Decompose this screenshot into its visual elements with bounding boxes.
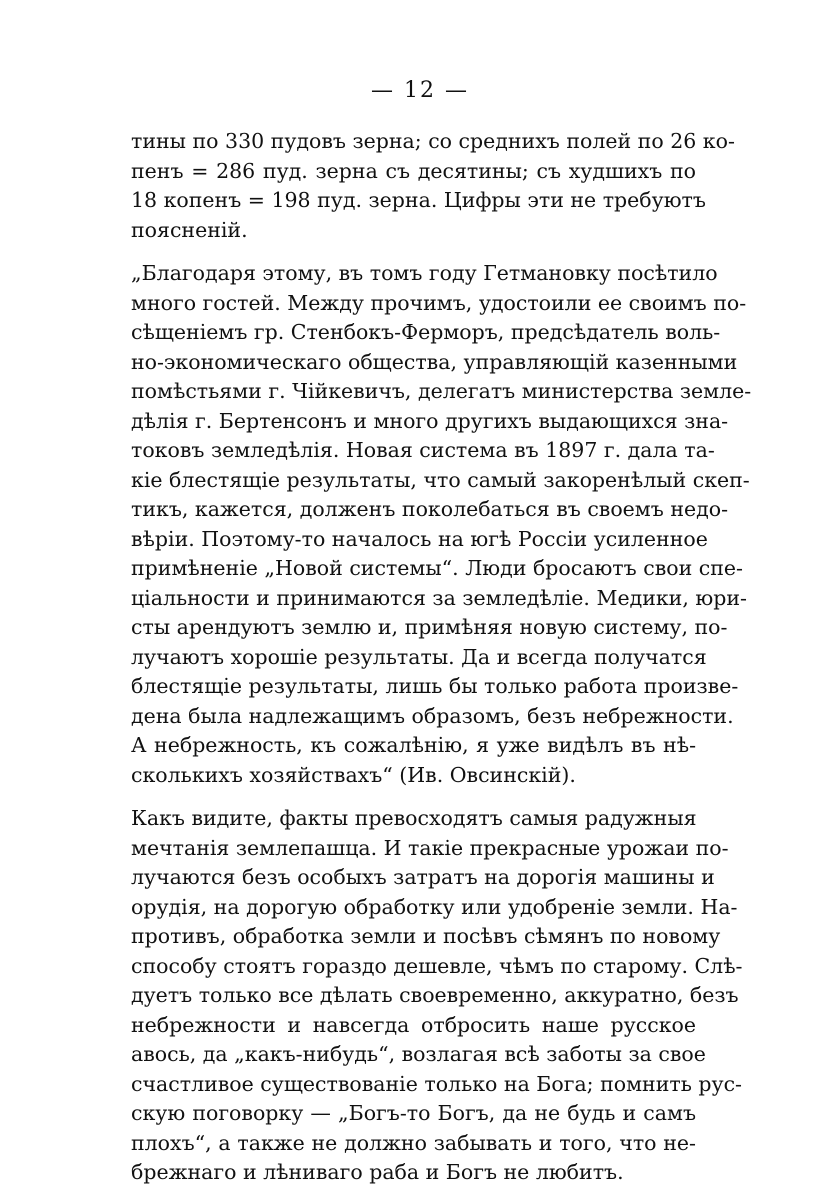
text-line: орудія, на дорогую обработку или удобреніе земли. На- (131, 894, 738, 919)
text-line: пенъ = 286 пуд. зерна съ десятины; съ худшихъ по (131, 158, 696, 183)
text-line: плохъ“, а также не должно забывать и того, что не- (131, 1130, 696, 1155)
text-line: авось, да „какъ-нибудь“, возлагая всѣ заботы за свое (131, 1042, 706, 1066)
text-line: дѣлія г. Бертенсонъ и много другихъ выдающихся зна- (131, 408, 729, 433)
text-line: много гостей. Между прочимъ, удостоили ее своимъ по- (131, 290, 747, 315)
text-line: примѣненіе „Новой системы“. Люди бросаютъ свои спе- (131, 556, 743, 580)
text-line: тикъ, кажется, долженъ поколебаться въ своемъ недо- (131, 497, 729, 521)
text-line: ціальности и принимаются за земледѣліе. Медики, юри- (131, 585, 747, 610)
text-line: „Благодаря этому, въ томъ году Гетмановку посѣтило (131, 261, 718, 285)
text-line: сѣщеніемъ гр. Стенбокъ-Ферморъ, предсѣдатель воль- (131, 320, 721, 344)
text-line: А небрежность, къ сожалѣнію, я уже видѣлъ въ нѣ- (131, 733, 696, 757)
text-line: сты арендуютъ землю и, примѣняя новую систему, по- (131, 615, 728, 639)
paragraph (131, 127, 735, 245)
text-line: поясненій. (131, 217, 248, 242)
text-line: скую поговорку — „Богъ-то Богъ, да не будь и самъ (131, 1101, 696, 1125)
text-line: дуетъ только все дѣлать своевременно, аккуратно, безъ (131, 983, 739, 1007)
text-line: но-экономическаго общества, управляющій казенными (131, 349, 738, 374)
text-line: мечтанія землепашца. И такіе прекрасные урожаи по- (131, 835, 729, 860)
text-line: лучаются безъ особыхъ затратъ на дорогія машины и (131, 865, 715, 889)
text-line: способу стоятъ гораздо дешевле, чѣмъ по старому. Слѣ- (131, 953, 743, 978)
body-text (131, 127, 752, 1202)
paragraph (131, 259, 752, 790)
text-line: 18 копенъ = 198 пуд. зерна. Цифры эти не требуютъ (131, 188, 706, 212)
text-line: брежнаго и лѣниваго раба и Богъ не любитъ. (131, 1160, 624, 1184)
text-line: вѣріи. Поэтому-то началось на югѣ Россіи усиленное (131, 526, 708, 551)
text-line: кіе блестящіе результаты, что самый закоренѣлый скеп- (131, 467, 750, 492)
paragraph (131, 804, 743, 1188)
text-line: счастливое существованіе только на Бога; помнить рус- (131, 1071, 742, 1096)
text-line: токовъ земледѣлія. Новая система въ 1897 г. дала та- (131, 438, 715, 462)
text-line: блестящіе результаты, лишь бы только работа произве- (131, 674, 739, 698)
text-line: помѣстьями г. Чійкевичъ, делегатъ министерства земле- (131, 379, 752, 403)
text-line: противъ, обработка земли и посѣвъ сѣмянъ по новому (131, 924, 721, 948)
text-line: лучаютъ хорошіе результаты. Да и всегда получатся (131, 644, 707, 669)
text-line: сколькихъ хозяйствахъ“ (Ив. Овсинскій). (131, 762, 576, 787)
page-number: — 12 — (371, 78, 469, 103)
text-line: тины по 330 пудовъ зерна; со среднихъ полей по 26 ко- (131, 129, 735, 153)
text-line: дена была надлежащимъ образомъ, безъ небрежности. (131, 703, 734, 728)
text-line: Какъ видите, факты превосходятъ самыя радужныя (131, 806, 697, 830)
text-line: небрежности и навсегда отбросить наше русское (131, 1012, 696, 1037)
